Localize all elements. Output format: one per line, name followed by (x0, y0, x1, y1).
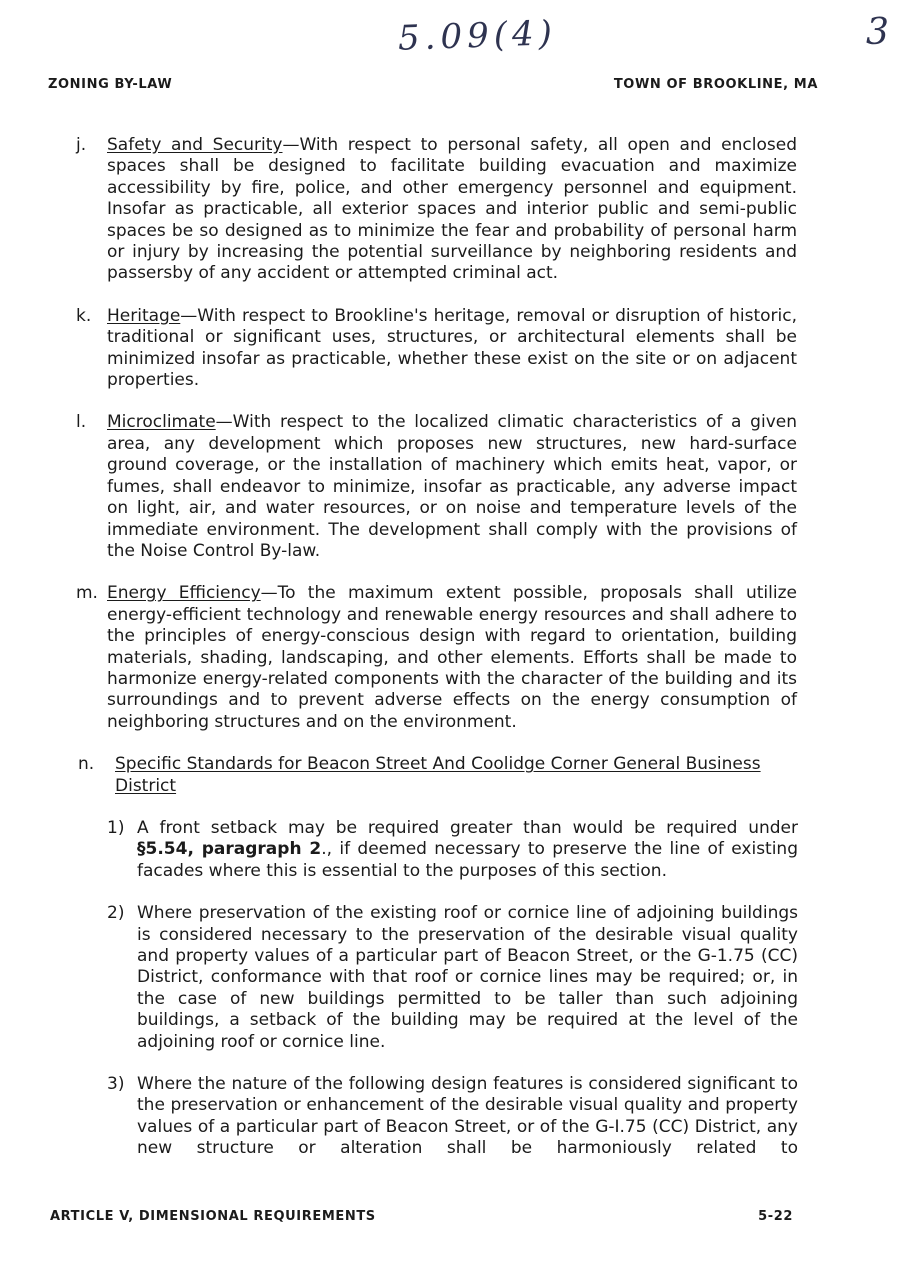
page-number: 5-22 (758, 1209, 793, 1224)
item-paragraph (107, 412, 797, 562)
sub-item-3 (0, 1074, 900, 1160)
item-paragraph (107, 306, 797, 392)
item-label: l. (76, 412, 87, 433)
document-body (0, 135, 900, 1181)
item-body: —To the maximum extent possible, proposals shall utilize energy-efficient technology and renewable energy resources and shall adhere to the principles of energy-conscious design with regard to orientation, building materials, shading, landscaping, and other elements. Efforts shall be made to harmonize energy-related components with the character of the building and its surroundings and to prevent adverse effects on the energy consumption of neighboring structures and on the environment. (107, 583, 797, 732)
item-title: Energy Efficiency (107, 583, 261, 604)
running-header-title: ZONING BY-LAW (48, 77, 173, 92)
list-item-k (0, 306, 900, 392)
sub-item-2 (0, 903, 900, 1053)
item-title: Specific Standards for Beacon Street And Coolidge Corner General Business District (115, 754, 761, 796)
item-body: —With respect to the localized climatic characteristics of a given area, any development which proposes new structures, new hard-surface ground coverage, or the installation of machinery which emits heat, vapor, or fumes, shall endeavor to minimize, insofar as practicable, any adverse impact on light, air, and water resources, or on noise and temperature levels of the immediate environment. The development shall comply with the provisions of the Noise Control By-law. (107, 412, 797, 561)
sub-item-paragraph (137, 903, 798, 1053)
list-item-m (0, 583, 900, 733)
running-footer-article: ARTICLE V, DIMENSIONAL REQUIREMENTS (50, 1209, 376, 1224)
sub-item-text: ., if deemed necessary to preserve the line of existing facades where this is essential to the purposes of this section. (137, 839, 798, 881)
sub-item-label: 3) (107, 1074, 125, 1095)
sub-item-1 (0, 818, 900, 882)
item-paragraph (107, 135, 797, 285)
list-item-l (0, 412, 900, 562)
handwritten-section-reference: 5.09(4) (397, 13, 558, 59)
item-title: Safety and Security (107, 135, 283, 155)
handwritten-page-mark: 3 (866, 12, 889, 53)
item-label: m. (76, 583, 98, 604)
sub-item-paragraph (137, 1074, 798, 1160)
list-item-n (0, 754, 900, 1160)
item-title: Heritage (107, 305, 181, 326)
sub-item-text: Where preservation of the existing roof or cornice line of adjoining buildings is considered necessary to the preservation of the desirable visual quality and property values of a particular part of Beacon Street, or the G-1.75 (CC) District, conformance with that roof or cornice lines may be required; or, in the case of new buildings permitted to be taller than such adjoining buildings, a setback of the building may be required at the level of the adjoining roof or cornice line. (137, 903, 798, 1052)
section-heading (115, 754, 787, 797)
item-body: —With respect to personal safety, all open and enclosed spaces shall be designed to facilitate building evacuation and maximize accessibility by fire, police, and other emergency personnel and equipment. Insofar as practicable, all exterior spaces and interior public and semi-public spaces be so designed as to minimize the fear and probability of personal harm or injury by increasing the potential surveillance by neighboring residents and passersby of any accident or attempted criminal act. (107, 135, 797, 284)
item-label: k. (76, 305, 92, 326)
sub-item-text: Where the nature of the following design features is considered significant to the preservation or enhancement of the desirable visual quality and property values of a particular part of Beacon Street, or of the G-I.75 (CC) District, any new structure or alteration shall be harmoniously related to (137, 1074, 798, 1159)
item-label: n. (78, 754, 95, 775)
sub-item-paragraph (137, 818, 798, 882)
item-paragraph (107, 583, 797, 733)
section-citation: §5.54, paragraph 2 (137, 839, 322, 860)
running-header-town: TOWN OF BROOKLINE, MA (613, 77, 818, 92)
sub-item-label: 2) (107, 903, 125, 924)
item-body: —With respect to Brookline's heritage, removal or disruption of historic, traditional or significant uses, structures, or architectural elements shall be minimized insofar as practicable, whether these exist on the site or on adjacent properties. (107, 305, 797, 391)
item-title: Microclimate (107, 412, 216, 433)
list-item-j (0, 135, 900, 285)
sub-item-text: A front setback may be required greater than would be required under (137, 817, 798, 838)
item-label: j. (76, 135, 87, 155)
sub-item-label: 1) (107, 817, 125, 838)
